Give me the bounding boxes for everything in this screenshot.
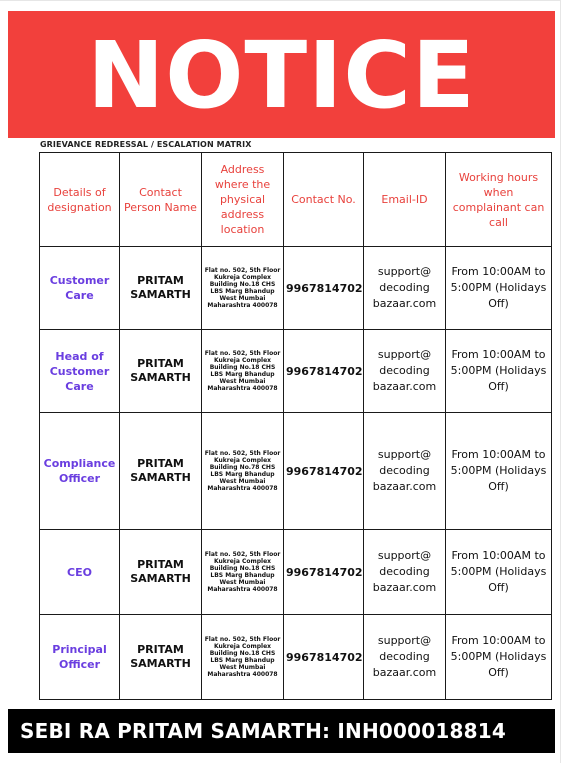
person-cell: PRITAM SAMARTH [120, 413, 202, 530]
address-cell: Flat no. 502, 5th Floor Kukreja Complex Building No.18 CHS LBS Marg Bhandup West Mumbai Maharashtra 400078 [202, 530, 284, 615]
person-cell: PRITAM SAMARTH [120, 530, 202, 615]
hours-cell: From 10:00AM to 5:00PM (Holidays Off) [446, 530, 552, 615]
footer-text: SEBI RA PRITAM SAMARTH: INH000018814 [20, 719, 506, 743]
contact-cell: 9967814702 [284, 413, 364, 530]
hours-cell: From 10:00AM to 5:00PM (Holidays Off) [446, 413, 552, 530]
header-working-hours: Working hours when complainant can call [446, 153, 552, 247]
header-designation: Details of designation [40, 153, 120, 247]
person-cell: PRITAM SAMARTH [120, 247, 202, 330]
escalation-matrix-table [39, 152, 552, 700]
email-cell: support@ decoding bazaar.com [364, 615, 446, 700]
matrix-subtitle: GRIEVANCE REDRESSAL / ESCALATION MATRIX [40, 140, 252, 149]
contact-cell: 9967814702 [284, 615, 364, 700]
notice-banner [8, 11, 555, 138]
address-cell: Flat no. 502, 5th Floor Kukreja Complex Building No.18 CHS LBS Marg Bhandup West Mumbai Maharashtra 400078 [202, 247, 284, 330]
banner-title: NOTICE [87, 21, 476, 129]
table-row [40, 330, 552, 413]
address-cell: Flat no. 502, 5th Floor Kukreja Complex Building No.18 CHS LBS Marg Bhandup West Mumbai Maharashtra 400078 [202, 615, 284, 700]
contact-cell: 9967814702 [284, 330, 364, 413]
hours-cell: From 10:00AM to 5:00PM (Holidays Off) [446, 330, 552, 413]
email-cell: support@ decoding bazaar.com [364, 247, 446, 330]
table-header-row [40, 153, 552, 247]
person-cell: PRITAM SAMARTH [120, 615, 202, 700]
table-row [40, 530, 552, 615]
table-row [40, 615, 552, 700]
address-cell: Flat no. 502, 5th Floor Kukreja Complex Building No.78 CHS LBS Marg Bhandup West Mumbai Maharashtra 400078 [202, 413, 284, 530]
hours-cell: From 10:00AM to 5:00PM (Holidays Off) [446, 247, 552, 330]
table-row [40, 413, 552, 530]
designation-cell: Head of Customer Care [40, 330, 120, 413]
designation-cell: CEO [40, 530, 120, 615]
contact-cell: 9967814702 [284, 530, 364, 615]
hours-cell: From 10:00AM to 5:00PM (Holidays Off) [446, 615, 552, 700]
email-cell: support@ decoding bazaar.com [364, 330, 446, 413]
header-address: Address where the physical address location [202, 153, 284, 247]
email-cell: support@ decoding bazaar.com [364, 413, 446, 530]
person-cell: PRITAM SAMARTH [120, 330, 202, 413]
address-cell: Flat no. 502, 5th Floor Kukreja Complex Building No.18 CHS LBS Marg Bhandup West Mumbai Maharashtra 400078 [202, 330, 284, 413]
table-row [40, 247, 552, 330]
header-contact-person: Contact Person Name [120, 153, 202, 247]
designation-cell: Customer Care [40, 247, 120, 330]
sebi-registration-footer [8, 709, 555, 753]
header-contact-no: Contact No. [284, 153, 364, 247]
designation-cell: Compliance Officer [40, 413, 120, 530]
designation-cell: Principal Officer [40, 615, 120, 700]
email-cell: support@ decoding bazaar.com [364, 530, 446, 615]
header-email: Email-ID [364, 153, 446, 247]
contact-cell: 9967814702 [284, 247, 364, 330]
